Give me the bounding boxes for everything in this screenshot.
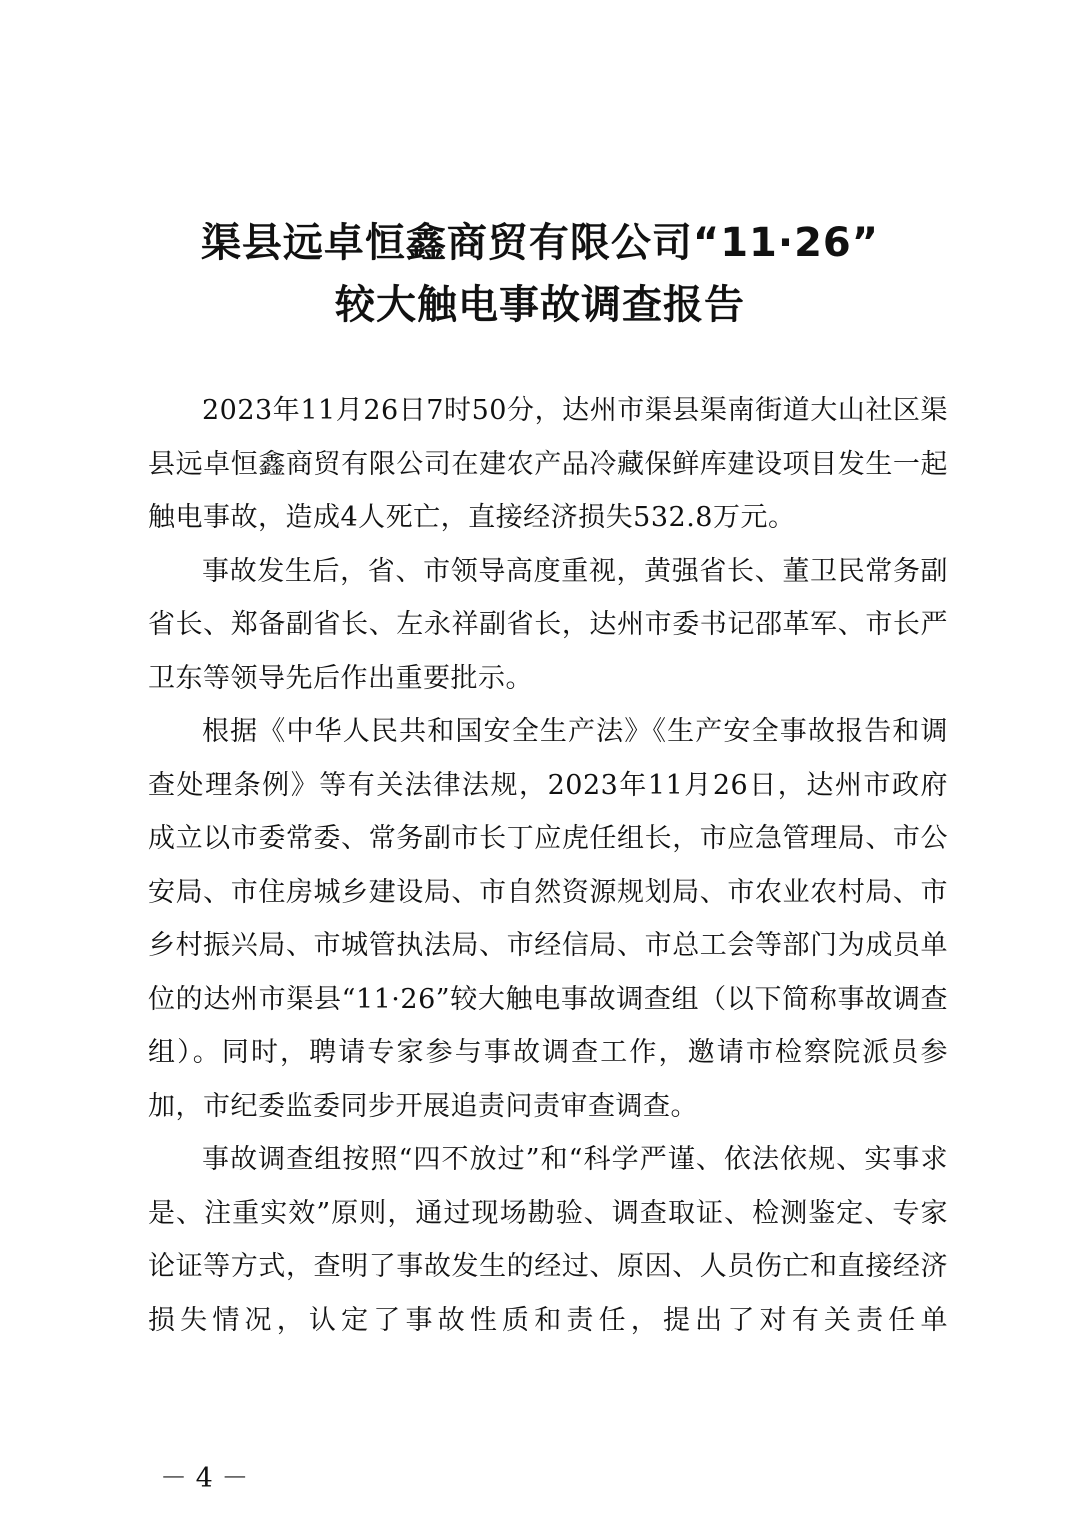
report-title bbox=[0, 212, 1080, 336]
report-body bbox=[148, 384, 948, 1347]
title-line-1: 渠县远卓恒鑫商贸有限公司“11·26” bbox=[200, 220, 880, 266]
paragraph-incident-summary: 2023年11月26日7时50分，达州市渠县渠南街道大山社区渠县远卓恒鑫商贸有限公司在建农产品冷藏保鲜库建设项目发生一起触电事故，造成4人死亡，直接经济损失532.8万元。 bbox=[148, 395, 948, 533]
paragraph-leadership-response: 事故发生后，省、市领导高度重视，黄强省长、董卫民常务副省长、郑备副省长、左永祥副省长，达州市委书记邵革军、市长严卫东等领导先后作出重要批示。 bbox=[148, 555, 948, 694]
title-line-2: 较大触电事故调查报告 bbox=[335, 282, 745, 328]
paragraph-investigation-principles: 事故调查组按照“四不放过”和“科学严谨、依法依规、实事求是、注重实效”原则，通过现场勘验、调查取证、检测鉴定、专家论证等方式，查明了事故发生的经过、原因、人员伤亡和直接经济损失情况，认定了事故性质和责任，提出了对有关责任单 bbox=[148, 1144, 948, 1336]
paragraph-investigation-team: 根据《中华人民共和国安全生产法》《生产安全事故报告和调查处理条例》等有关法律法规，2023年11月26日，达州市政府成立以市委常委、常务副市长丁应虎任组长，市应急管理局、市公安局、市住房城乡建设局、市自然资源规划局、市农业农村局、市乡村振兴局、市城管执法局、市经信局、市总工会等部门为成员单位的达州市渠县“11·26”较大触电事故调查组（以下简称事故调查组）。同时，聘请专家参与事故调查工作，邀请市检察院派员参加，市纪委监委同步开展追责问责审查调查。 bbox=[148, 716, 948, 1122]
page-number: － 4 － bbox=[160, 1463, 249, 1494]
